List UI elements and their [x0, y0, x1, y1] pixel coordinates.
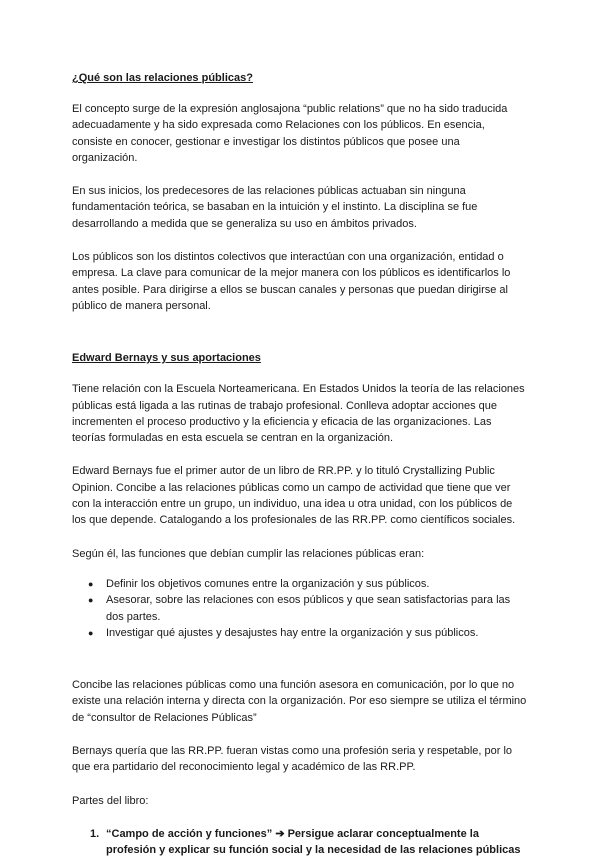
- list-item-text: “Campo de acción y funciones” ➔ Persigue aclarar conceptualmente la profesión y explicar su función social y la necesidad de las relaciones públicas: [106, 827, 521, 857]
- paragraph: El concepto surge de la expresión anglosajona “public relations” que no ha sido traducida adecuadamente y ha sido expresada como Relaciones con los públicos. En esencia, consiste en conocer, gestionar e investigar los distintos públicos que posee una organización.: [72, 103, 508, 164]
- list-number: 1.: [90, 827, 100, 840]
- section-heading-que-son: ¿Qué son las relaciones públicas?: [72, 72, 253, 84]
- paragraph: Edward Bernays fue el primer autor de un libro de RR.PP. y lo tituló Crystallizing Public Opinion. Concibe a las relaciones públicas como un campo de actividad que tiene que ver con la interacción entre un grupo, un individuo, una idea u otra unidad, con los públicos de los que depende. Catalogando a los profesionales de las RR.PP. como científicos sociales.: [72, 465, 516, 527]
- list-item-text: Definir los objetivos comunes entre la organización y sus públicos.: [106, 577, 430, 590]
- list-item: [72, 625, 528, 641]
- list-item: [72, 576, 528, 592]
- list-item: [72, 592, 528, 625]
- bullet-icon: ●: [88, 595, 94, 606]
- list-item-text: Asesorar, sobre las relaciones con esos públicos y que sean satisfactorias para las dos partes.: [106, 594, 511, 623]
- section-heading-bernays: Edward Bernays y sus aportaciones: [72, 352, 261, 365]
- list-item: [72, 826, 528, 859]
- paragraph: Tiene relación con la Escuela Norteamericana. En Estados Unidos la teoría de las relaciones públicas está ligada a las rutinas de trabajo profesional. Conlleva adoptar acciones que incrementen el proceso productivo y la eficiencia y eficacia de las organizaciones. Las teorías formuladas en esta escuela se centran en la organización.: [72, 383, 525, 445]
- document-body: [72, 70, 528, 859]
- list-item-text: Investigar qué ajustes y desajustes hay entre la organización y sus públicos.: [106, 626, 479, 639]
- paragraph: Concibe las relaciones públicas como una función asesora en comunicación, por lo que no existe una relación interna y directa con la organización. Por eso siempre se utiliza el término de “consultor de Relaciones Públicas”: [72, 679, 527, 724]
- paragraph: Bernays quería que las RR.PP. fueran vistas como una profesión seria y respetable, por lo que era partidario del reconocimiento legal y académico de las RR.PP.: [72, 745, 513, 774]
- bullet-icon: ●: [88, 627, 94, 638]
- book-parts-list: [72, 826, 528, 859]
- paragraph: En sus inicios, los predecesores de las relaciones públicas actuaban sin ninguna fundamentación teórica, se basaban en la intuición y el instinto. La disciplina se fue desarrollando a medida que se generaliza su uso en ámbitos privados.: [72, 185, 478, 230]
- functions-list: [72, 576, 528, 641]
- paragraph: Los públicos son los distintos colectivos que interactúan con una organización, entidad o empresa. La clave para comunicar de la mejor manera con los públicos es identificarlos lo antes posible. Para dirigirse a ellos se buscan canales y personas que puedan dirigirse al público de manera personal.: [72, 251, 511, 312]
- paragraph: Según él, las funciones que debían cumplir las relaciones públicas eran:: [72, 547, 425, 560]
- paragraph: Partes del libro:: [72, 794, 149, 807]
- bullet-icon: ●: [88, 578, 94, 589]
